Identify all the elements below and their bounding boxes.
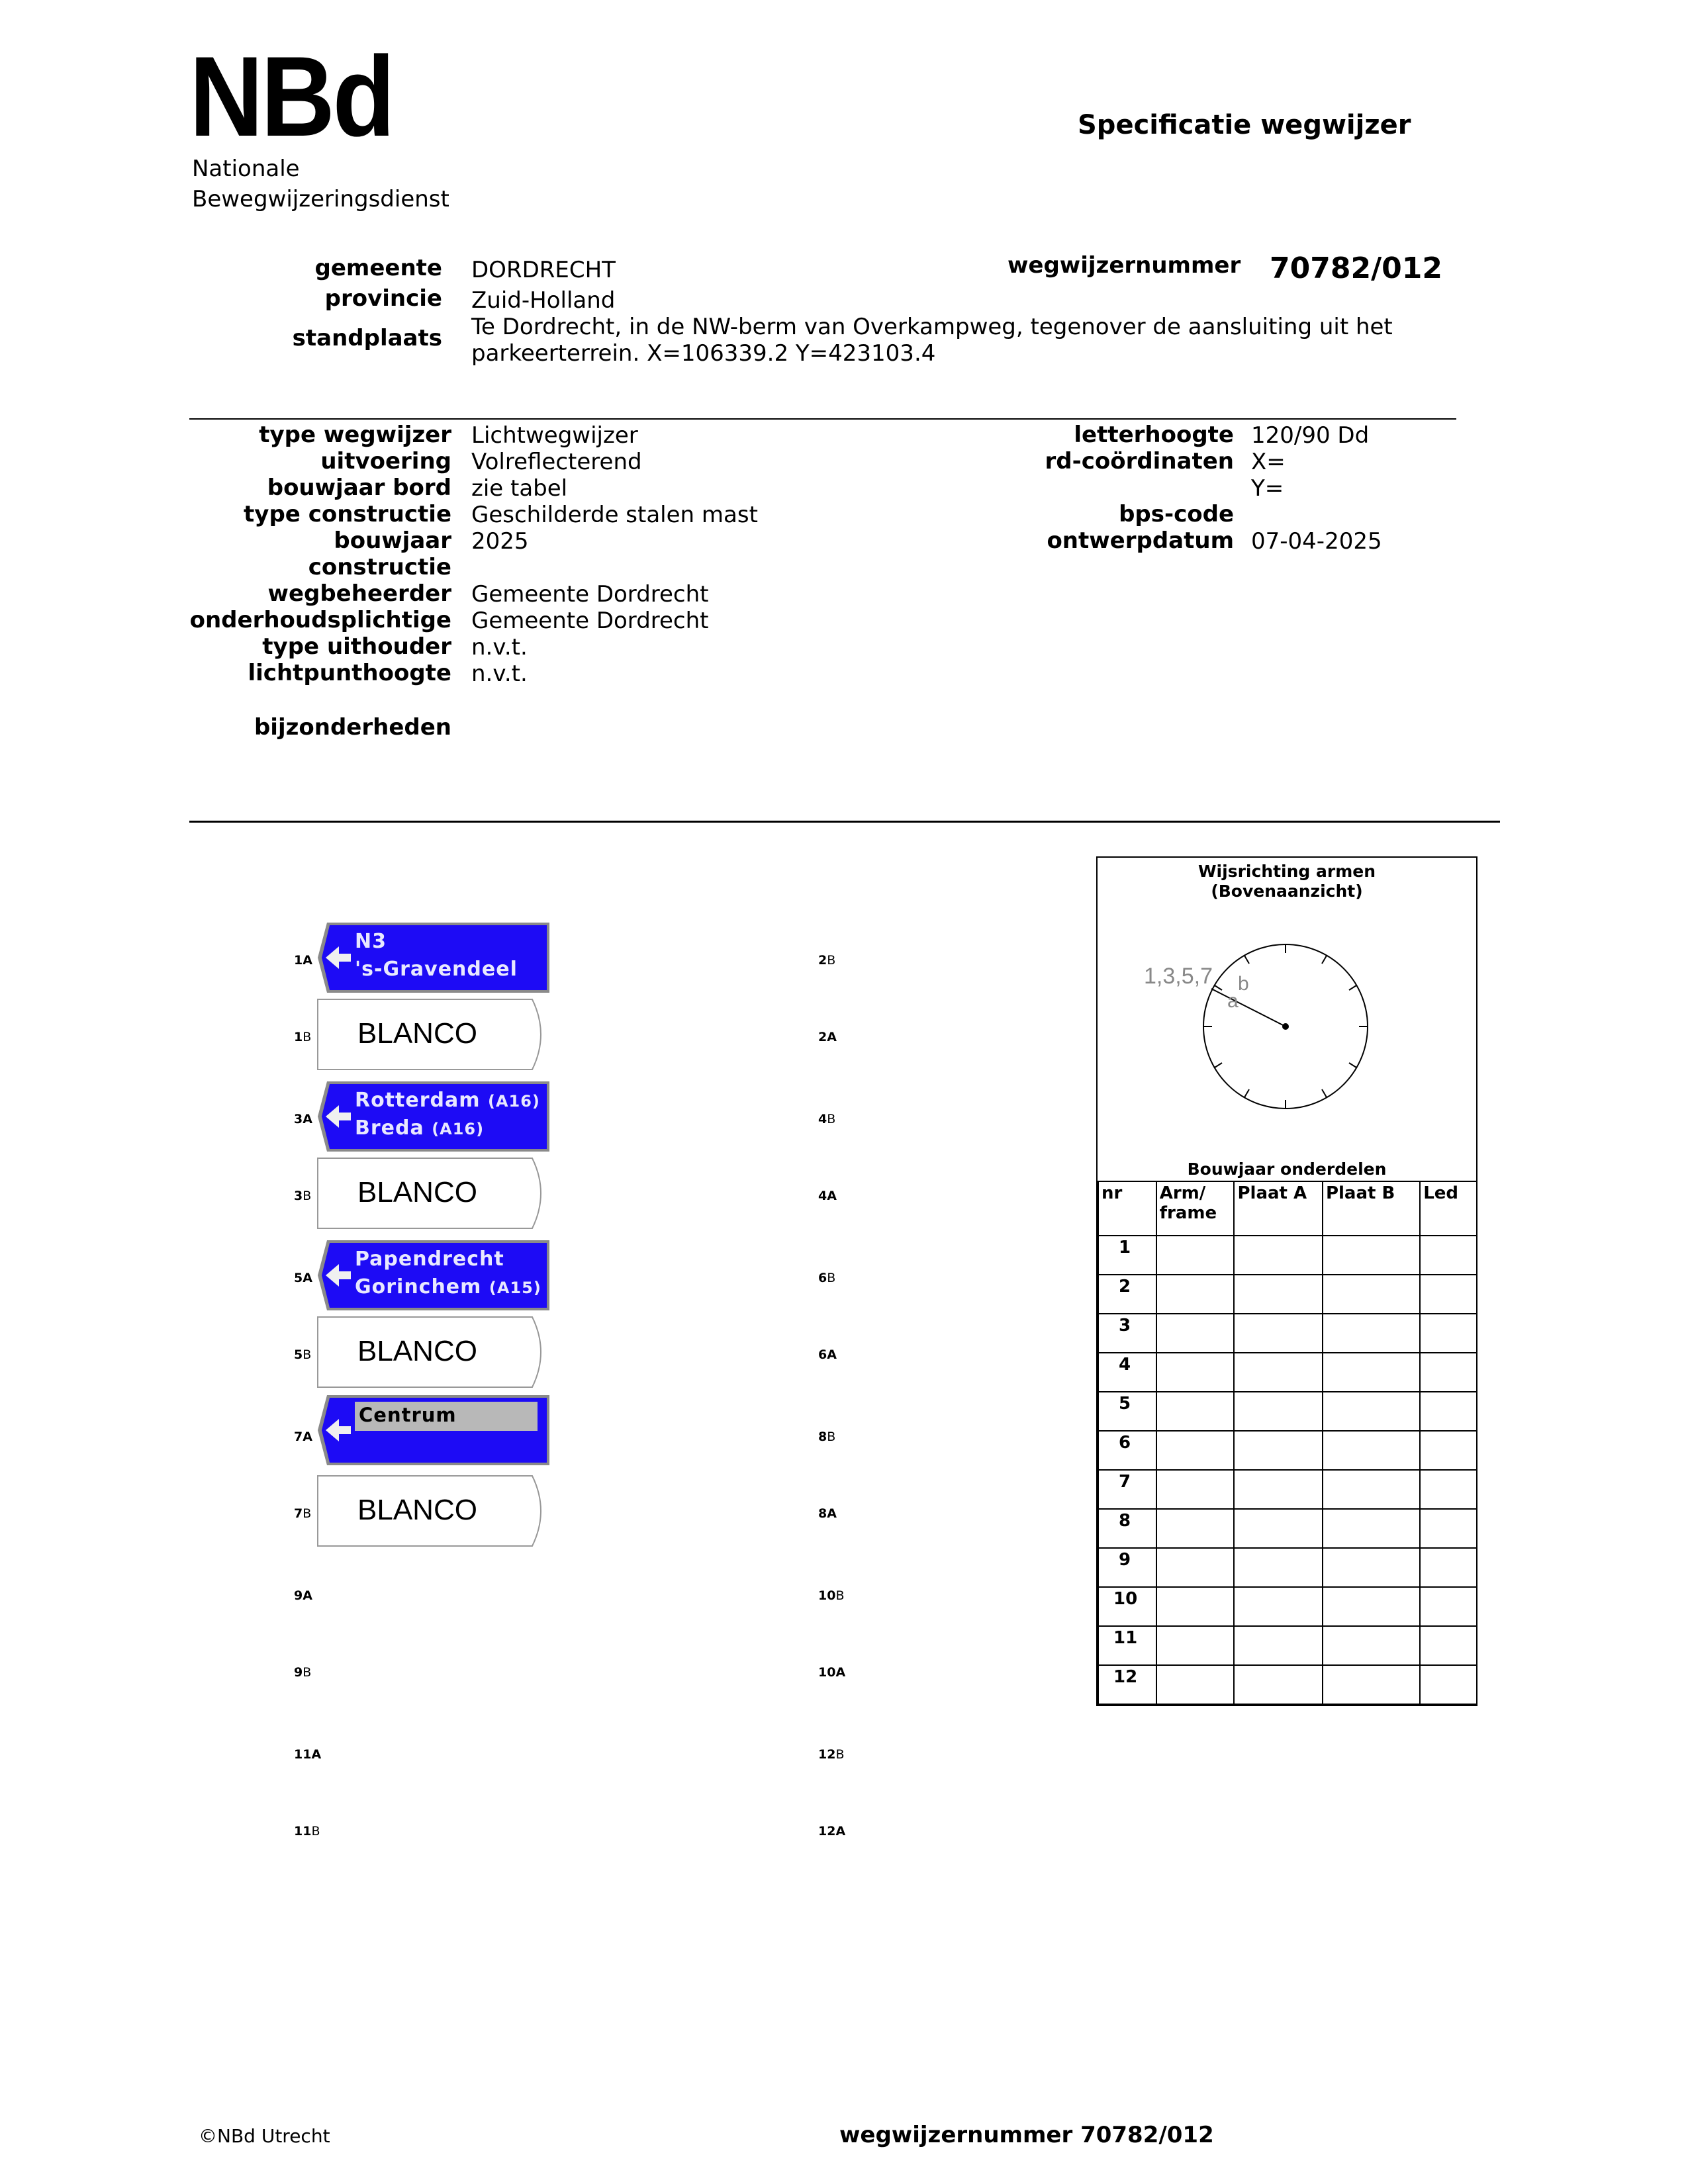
table-row <box>1098 1392 1477 1431</box>
plate-label-8a: 8A <box>818 1506 837 1521</box>
wegbeheerder-value: Gemeente Dordrecht <box>471 581 709 608</box>
bouwjaar-bord-value: zie tabel <box>471 475 568 502</box>
bouwjaar-bord-label: bouwjaar bord <box>267 475 451 501</box>
plate-label-5b: 5B <box>294 1347 312 1362</box>
sign-3a-line2: Breda (A16) <box>355 1116 485 1140</box>
row-nr: 11 <box>1098 1626 1156 1665</box>
plate-label-10a: 10A <box>818 1665 846 1680</box>
table-row <box>1098 1470 1477 1509</box>
plate-label-7b: 7B <box>294 1506 312 1521</box>
plate-label-1b: 1B <box>294 1030 312 1044</box>
ontwerpdatum-value: 07-04-2025 <box>1251 528 1382 555</box>
plate-label-11a: 11A <box>294 1747 322 1762</box>
divider-top <box>189 418 1456 420</box>
nbd-logo: NBd <box>189 33 393 160</box>
standplaats-line1: Te Dordrecht, in de NW-berm van Overkampweg, tegenover de aansluiting uit het <box>471 314 1393 340</box>
panel-title-line2: (Bovenaanzicht) <box>1211 882 1363 901</box>
row-nr: 6 <box>1098 1431 1156 1470</box>
uitvoering-value: Volreflecterend <box>471 449 642 475</box>
lichtpunthoogte-value: n.v.t. <box>471 660 528 687</box>
sign-plate-3b <box>316 1157 551 1230</box>
onderhoudsplichtige-label: onderhoudsplichtige <box>189 607 451 633</box>
sign-plate-1a <box>316 921 551 994</box>
sign-plate-3a <box>316 1080 551 1153</box>
plate-label-7a: 7A <box>294 1430 312 1444</box>
sign-plate-7a <box>316 1394 551 1467</box>
sign-plate-5b <box>316 1316 551 1388</box>
sign-plate-1b <box>316 998 551 1071</box>
bijzonderheden-label: bijzonderheden <box>254 714 451 741</box>
type-constructie-label: type constructie <box>244 501 451 527</box>
plate-label-2a: 2A <box>818 1030 837 1044</box>
col-led: Led <box>1420 1181 1477 1236</box>
plate-label-12a: 12A <box>818 1824 846 1839</box>
plate-label-4b: 4B <box>818 1112 836 1126</box>
bps-code-label: bps-code <box>1119 501 1234 527</box>
arm-direction-panel <box>1096 856 1477 1706</box>
sign-3b-text: BLANCO <box>357 1176 477 1208</box>
letterhoogte-label: letterhoogte <box>1074 422 1234 448</box>
plate-label-11b: 11B <box>294 1824 320 1839</box>
table-row <box>1098 1431 1477 1470</box>
footer-copyright: ©NBd Utrecht <box>199 2125 330 2147</box>
table-row <box>1098 1548 1477 1587</box>
col-plaat-a: Plaat A <box>1234 1181 1322 1236</box>
ontwerpdatum-label: ontwerpdatum <box>1047 527 1234 554</box>
plate-label-2b: 2B <box>818 953 836 968</box>
type-uithouder-label: type uithouder <box>262 633 451 660</box>
letterhoogte-value: 120/90 Dd <box>1251 422 1370 449</box>
onderhoudsplichtige-value: Gemeente Dordrecht <box>471 608 709 634</box>
row-nr: 4 <box>1098 1353 1156 1392</box>
table-row <box>1098 1587 1477 1626</box>
sign-7b-text: BLANCO <box>357 1494 477 1526</box>
table-row <box>1098 1665 1477 1704</box>
type-constructie-value: Geschilderde stalen mast <box>471 502 758 528</box>
provincie-label: provincie <box>324 285 442 312</box>
table-row <box>1098 1626 1477 1665</box>
col-nr: nr <box>1098 1181 1156 1236</box>
table-header-row <box>1098 1181 1477 1236</box>
sign-5a-line1: Papendrecht <box>355 1248 504 1271</box>
sign-plate-7b <box>316 1475 551 1547</box>
plate-label-10b: 10B <box>818 1588 845 1603</box>
plate-label-12b: 12B <box>818 1747 845 1762</box>
row-nr: 3 <box>1098 1314 1156 1353</box>
sign-1b-text: BLANCO <box>357 1017 477 1050</box>
plate-label-3a: 3A <box>294 1112 312 1126</box>
row-nr: 2 <box>1098 1275 1156 1314</box>
wegwijzernummer-value: 70782/012 <box>1270 251 1442 285</box>
row-nr: 8 <box>1098 1509 1156 1548</box>
document-title: Specificatie wegwijzer <box>1078 110 1411 140</box>
footer-wegwijzernummer: wegwijzernummer 70782/012 <box>839 2122 1214 2148</box>
wegbeheerder-label: wegbeheerder <box>267 580 451 607</box>
sign-1a-line1: N3 <box>355 930 387 953</box>
bouwjaar-onderdelen-title: Bouwjaar onderdelen <box>1187 1160 1387 1179</box>
sign-1a-line2: 's-Gravendeel <box>355 958 518 981</box>
gemeente-value: DORDRECHT <box>471 257 616 283</box>
sign-plate-5a <box>316 1239 551 1312</box>
plate-label-6a: 6A <box>818 1347 837 1362</box>
table-row <box>1098 1275 1477 1314</box>
org-name-line1: Nationale <box>192 156 300 182</box>
plate-label-4a: 4A <box>818 1189 837 1203</box>
org-name-line2: Bewegwijzeringsdienst <box>192 186 449 212</box>
angle-b-label: b <box>1238 973 1249 995</box>
row-nr: 10 <box>1098 1587 1156 1626</box>
type-uithouder-value: n.v.t. <box>471 634 528 660</box>
sign-5a-line2: Gorinchem (A15) <box>355 1275 541 1298</box>
arm-number-label: 1,3,5,7 <box>1144 964 1213 989</box>
col-plaat-b: Plaat B <box>1323 1181 1420 1236</box>
plate-label-9b: 9B <box>294 1665 312 1680</box>
provincie-value: Zuid-Holland <box>471 287 616 314</box>
type-wegwijzer-value: Lichtwegwijzer <box>471 422 638 449</box>
standplaats-label: standplaats <box>292 325 442 351</box>
rd-coordinaten-label: rd-coördinaten <box>1045 448 1234 475</box>
bouwjaar-table <box>1098 1181 1477 1705</box>
wegwijzernummer-label: wegwijzernummer <box>1008 252 1241 279</box>
bouwjaar-constructie-label-2: constructie <box>308 554 451 580</box>
col-arm-frame: Arm/ frame <box>1156 1181 1235 1236</box>
sign-7a-line1: Centrum <box>359 1404 457 1426</box>
standplaats-line2: parkeerterrein. X=106339.2 Y=423103.4 <box>471 340 936 367</box>
table-row <box>1098 1353 1477 1392</box>
row-nr: 9 <box>1098 1548 1156 1587</box>
rd-y-value: Y= <box>1251 475 1284 502</box>
plate-label-3b: 3B <box>294 1189 312 1203</box>
plate-label-6b: 6B <box>818 1271 836 1285</box>
angle-a-label: a <box>1227 990 1239 1012</box>
table-row <box>1098 1236 1477 1275</box>
rd-x-value: X= <box>1251 449 1286 475</box>
gemeente-label: gemeente <box>314 255 442 281</box>
plate-label-1a: 1A <box>294 953 312 968</box>
sign-3a-line1: Rotterdam (A16) <box>355 1089 540 1112</box>
plate-label-5a: 5A <box>294 1271 312 1285</box>
table-row <box>1098 1509 1477 1548</box>
panel-title-line1: Wijsrichting armen <box>1197 862 1376 881</box>
row-nr: 5 <box>1098 1392 1156 1431</box>
bouwjaar-constructie-value: 2025 <box>471 528 529 555</box>
divider-bottom <box>189 821 1500 823</box>
sign-5b-text: BLANCO <box>357 1335 477 1367</box>
bouwjaar-constructie-label: bouwjaar <box>334 527 451 554</box>
row-nr: 12 <box>1098 1665 1156 1704</box>
type-wegwijzer-label: type wegwijzer <box>259 422 451 448</box>
uitvoering-label: uitvoering <box>320 448 451 475</box>
lichtpunthoogte-label: lichtpunthoogte <box>248 660 451 686</box>
plate-label-9a: 9A <box>294 1588 312 1603</box>
table-row <box>1098 1314 1477 1353</box>
row-nr: 7 <box>1098 1470 1156 1509</box>
plate-label-8b: 8B <box>818 1430 836 1444</box>
row-nr: 1 <box>1098 1236 1156 1275</box>
